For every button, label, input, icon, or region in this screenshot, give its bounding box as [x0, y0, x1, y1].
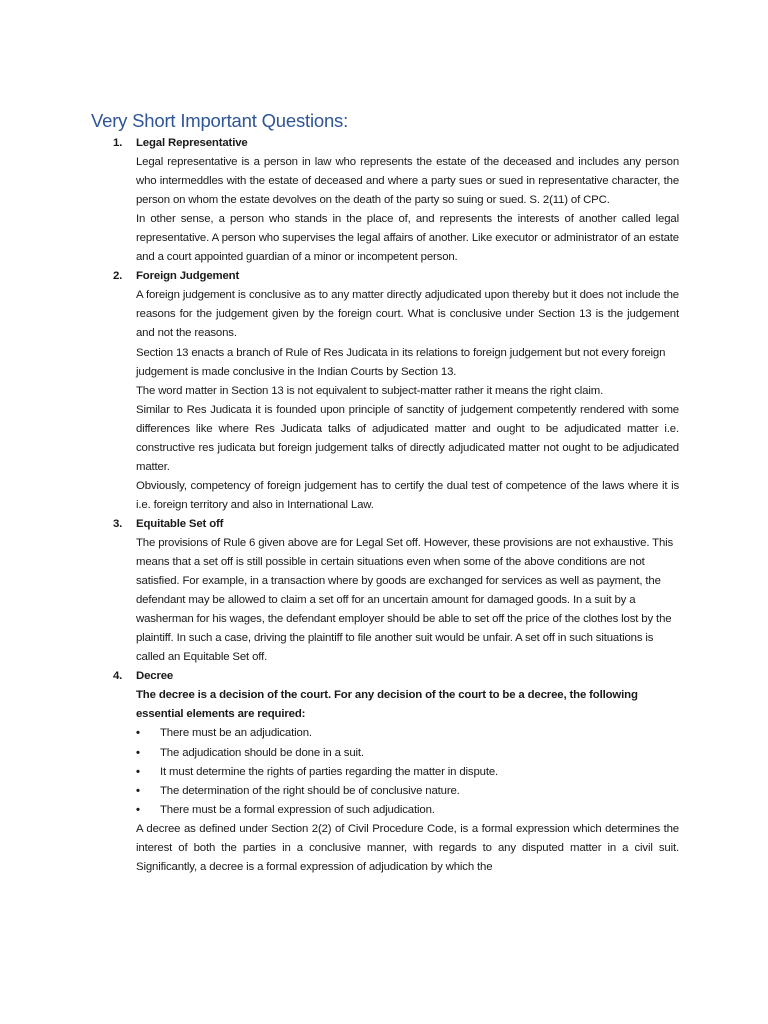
question-item-decree [113, 667, 679, 877]
list-item [136, 744, 679, 763]
item-paragraph: Section 13 enacts a branch of Rule of Res Judicata in its relations to foreign judgement but not every foreign judgement is made conclusive in the Indian Courts by Section 13. [136, 346, 666, 378]
question-item-legal-representative [113, 134, 679, 267]
section-heading: Very Short Important Questions: [91, 110, 349, 131]
item-title: Equitable Set off [136, 517, 224, 530]
item-number: 3. [113, 517, 123, 530]
list-item [136, 782, 679, 801]
item-paragraph: The provisions of Rule 6 given above are for Legal Set off. However, these provisions are not exhaustive. This means that a set off is still possible in certain situations even when some of the above conditions are not satisfied. For example, in a transaction where by goods are exchanged for services as well as payment, the defendant may be allowed to claim a set off for an uncertain amount for damaged goods. In a suit by a washerman for his wages, the defendant employer should be able to set off the price of the clothes lost by the plaintiff. In such a case, driving the plaintiff to file another suit would be unfair. A set off in such situations is called an Equitable Set off. [136, 536, 674, 664]
item-paragraph: The word matter in Section 13 is not equivalent to subject-matter rather it means the right claim. [136, 384, 604, 397]
item-paragraph: In other sense, a person who stands in the place of, and represents the interests of another called legal representative. A person who supervises the legal affairs of another. Like executor or administrator of an estate and a court appointed guardian of a minor or incompetent person. [136, 213, 679, 264]
bullet-icon: • [136, 784, 140, 797]
item-paragraph: Obviously, competency of foreign judgement has to certify the dual test of competence of the laws where it is i.e. foreign territory and also in International Law. [136, 479, 679, 511]
bullet-icon: • [136, 746, 140, 759]
list-item-text: The determination of the right should be of conclusive nature. [160, 784, 460, 797]
item-paragraph: A foreign judgement is conclusive as to any matter directly adjudicated upon thereby but it does not include the reasons for the judgement given by the foreign court. What is conclusive under Section 13 is the judgement and not the reasons. [136, 289, 679, 340]
list-item-text: The adjudication should be done in a suit. [160, 746, 364, 759]
item-paragraph: Legal representative is a person in law who represents the estate of the deceased and includes any person who intermeddles with the estate of deceased and where a party sues or sued in representative character, the person on whom the estate devolves on the death of the party so suing or sued. S. 2(11) of CPC. [136, 156, 679, 207]
item-paragraph: Similar to Res Judicata it is founded upon principle of sanctity of judgement competently rendered with some differences like where Res Judicata talks of adjudicated matter and ought to be adjudicated matter i.e. constructive res judicata but foreign judgement talks of directly adjudicated matter not ought to be adjudicated matter. [136, 403, 679, 473]
item-title: Foreign Judgement [136, 270, 240, 283]
bullet-icon: • [136, 727, 140, 740]
item-number: 4. [113, 670, 123, 683]
item-title: Legal Representative [136, 137, 248, 149]
item-number: 2. [113, 270, 123, 283]
list-item-text: There must be an adjudication. [160, 727, 312, 740]
question-list [113, 134, 679, 877]
bullet-icon: • [136, 765, 140, 778]
list-item-text: There must be a formal expression of such adjudication. [160, 803, 435, 816]
list-item [136, 724, 679, 743]
question-item-foreign-judgement [113, 267, 679, 515]
question-item-equitable-set-off [113, 515, 679, 667]
list-item-text: It must determine the rights of parties regarding the matter in dispute. [160, 765, 499, 778]
essential-elements-list [136, 724, 679, 819]
item-paragraph: A decree as defined under Section 2(2) of Civil Procedure Code, is a formal expression which determines the interest of both the parties in a conclusive manner, with regards to any disputed matter in a civil suit. Significantly, a decree is a formal expression of adjudication by which the [136, 822, 679, 873]
item-intro: The decree is a decision of the court. For any decision of the court to be a decree, the following essential elements are required: [136, 689, 638, 721]
list-item [136, 801, 679, 820]
bullet-icon: • [136, 803, 140, 816]
item-number: 1. [113, 137, 123, 149]
list-item [136, 763, 679, 782]
item-title: Decree [136, 670, 174, 683]
